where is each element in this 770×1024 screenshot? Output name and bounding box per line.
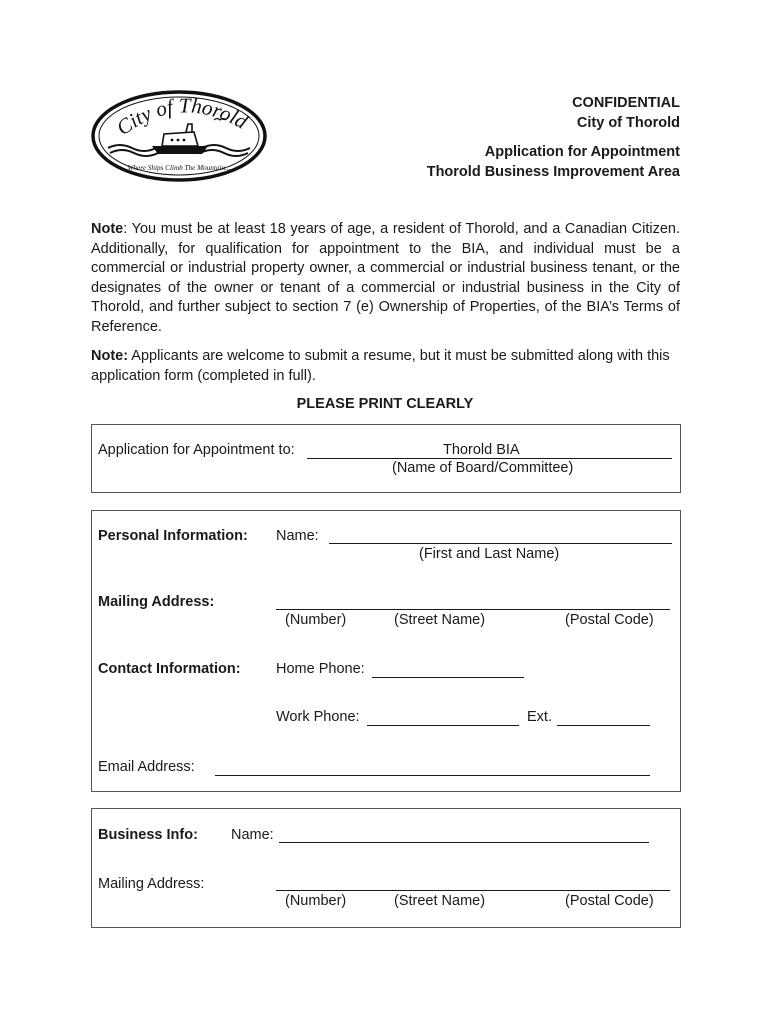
business-name-label: Name: <box>231 827 274 843</box>
eligibility-note <box>91 220 680 338</box>
city-logo-graphic <box>90 90 270 182</box>
note-text: Applicants are welcome to submit a resume, but it must be submitted along with this application form (completed in full). <box>91 348 670 384</box>
application-heading: Application for Appointment <box>484 144 680 160</box>
print-clearly-heading: PLEASE PRINT CLEARLY <box>296 396 474 412</box>
home-phone-field[interactable] <box>372 677 524 678</box>
note-label: Note: <box>91 348 129 364</box>
city-logo <box>90 90 270 182</box>
appointment-label: Application for Appointment to: <box>98 442 295 458</box>
business-postal-caption: (Postal Code) <box>565 893 654 909</box>
email-label: Email Address: <box>98 759 195 775</box>
address-street-caption: (Street Name) <box>394 612 486 628</box>
city-name-heading: City of Thorold <box>576 115 680 131</box>
business-street-caption: (Street Name) <box>394 893 486 909</box>
logo-tagline: Where Ships Climb The Mountain... <box>127 164 231 172</box>
logo-name: City of Thorold <box>111 93 252 141</box>
business-info-section <box>91 808 681 928</box>
home-phone-label: Home Phone: <box>276 661 365 677</box>
appointment-caption: (Name of Board/Committee) <box>392 460 574 476</box>
appointment-value: Thorold BIA <box>443 442 520 458</box>
ext-field[interactable] <box>557 725 650 726</box>
work-phone-label: Work Phone: <box>276 709 360 725</box>
business-mailing-field[interactable] <box>276 890 670 891</box>
name-label: Name: <box>276 528 319 544</box>
note-text: : You must be at least 18 years of age, a resident of Thorold, and a Canadian Citizen. Additionally, for qualification for appointment to the BIA, and individual must be a commercial or industrial property owner, a commercial or industrial business tenant, or the designates of the owner or tenant of a commercial or industrial business in the City of Thorold, and further subject to section 7 (e) Ownership of Properties, of the BIA’s Terms of Reference. <box>91 221 680 335</box>
confidential-label: CONFIDENTIAL <box>572 95 680 111</box>
note-label: Note <box>91 221 124 237</box>
personal-info-label: Personal Information: <box>98 528 248 544</box>
business-mailing-label: Mailing Address: <box>98 876 205 892</box>
contact-info-label: Contact Information: <box>98 661 241 677</box>
business-info-label: Business Info: <box>98 827 198 843</box>
business-number-caption: (Number) <box>285 893 347 909</box>
ext-label: Ext. <box>527 709 552 725</box>
name-field[interactable] <box>329 543 672 544</box>
mailing-address-field[interactable] <box>276 609 670 610</box>
address-postal-caption: (Postal Code) <box>565 612 654 628</box>
address-number-caption: (Number) <box>285 612 347 628</box>
name-caption: (First and Last Name) <box>419 546 560 562</box>
bia-heading: Thorold Business Improvement Area <box>426 164 680 180</box>
work-phone-field[interactable] <box>367 725 519 726</box>
email-field[interactable] <box>215 775 650 776</box>
personal-info-section <box>91 510 681 792</box>
resume-note <box>91 347 680 386</box>
mailing-address-label: Mailing Address: <box>98 594 215 610</box>
appointment-field[interactable] <box>307 458 672 459</box>
business-name-field[interactable] <box>279 842 649 843</box>
